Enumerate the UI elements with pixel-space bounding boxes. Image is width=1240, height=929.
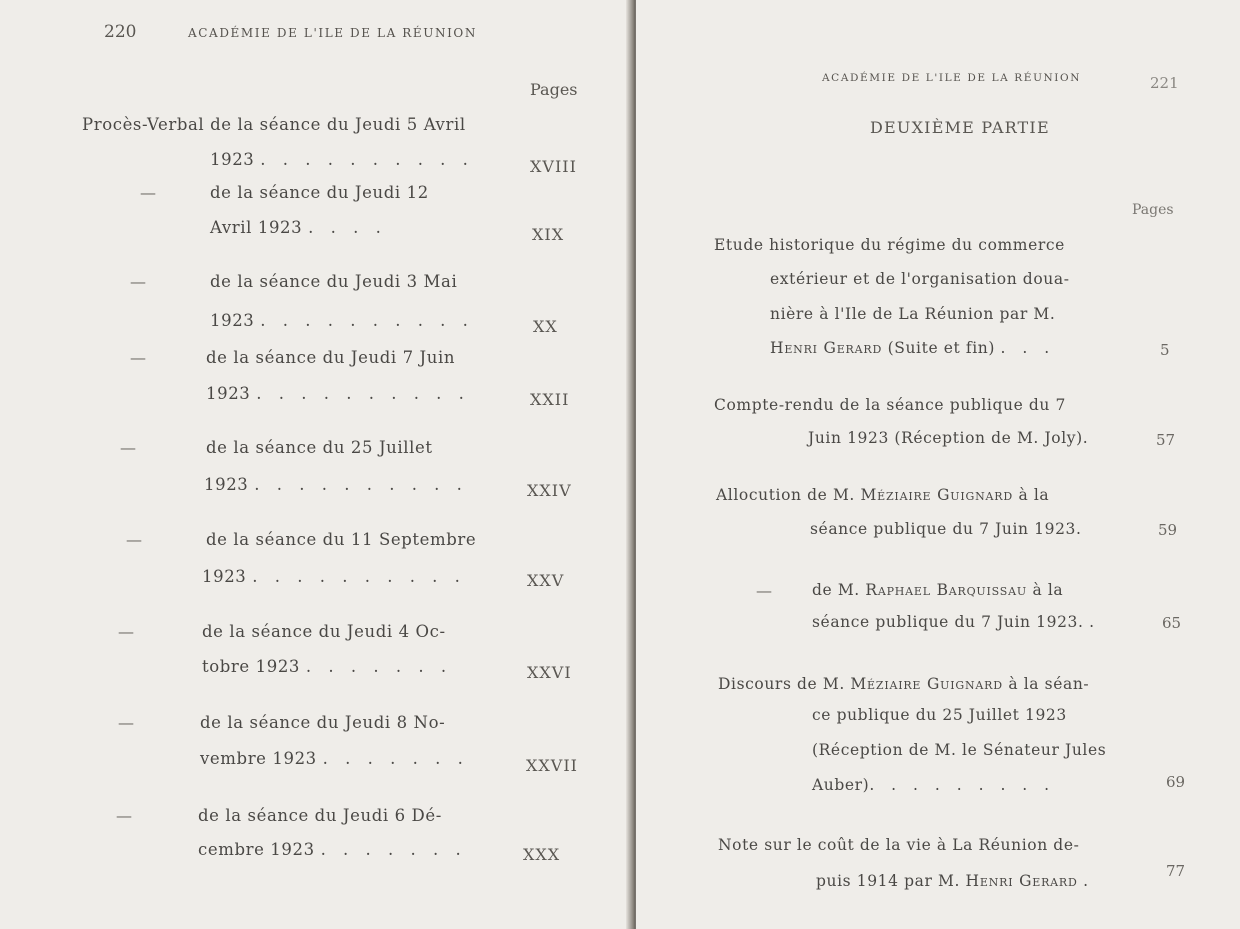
- page-reference: XXII: [530, 390, 570, 409]
- running-header-right: ACADÉMIE DE L'ILE DE LA RÉUNION: [822, 72, 1082, 84]
- entry-line: vembre 1923 . . . . . . .: [200, 749, 469, 768]
- entry-line: Procès-Verbal de la séance du Jeudi 5 Avril: [82, 115, 466, 134]
- entry-line: Allocution de M. Méziaire Guignard à la: [716, 486, 1050, 504]
- page-reference: XXX: [523, 845, 561, 864]
- entry-line: 1923 . . . . . . . . . .: [204, 475, 468, 494]
- entry-line: séance publique du 7 Juin 1923.: [810, 520, 1082, 538]
- ditto-dash: —: [130, 272, 146, 291]
- running-header-left: ACADÉMIE DE L'ILE DE LA RÉUNION: [188, 26, 477, 40]
- pages-label-right: Pages: [1132, 202, 1174, 218]
- entry-line: Etude historique du régime du commerce: [714, 236, 1065, 254]
- ditto-dash: —: [756, 581, 772, 600]
- ditto-dash: —: [120, 438, 136, 457]
- entry-line: extérieur et de l'organisation doua-: [770, 270, 1070, 288]
- entry-line: Juin 1923 (Réception de M. Joly).: [808, 429, 1089, 447]
- entry-line: Note sur le coût de la vie à La Réunion de-: [718, 836, 1080, 854]
- entry-line: de la séance du Jeudi 8 No-: [200, 713, 446, 732]
- entry-line: de la séance du Jeudi 12: [210, 183, 429, 202]
- right-page: [636, 0, 1240, 929]
- page-reference: XXVII: [526, 756, 578, 775]
- page-reference: XXIV: [527, 481, 572, 500]
- pages-label-left: Pages: [530, 80, 578, 99]
- entry-line: 1923 . . . . . . . . . .: [206, 384, 470, 403]
- entry-line: séance publique du 7 Juin 1923. .: [812, 613, 1101, 631]
- entry-line: de la séance du 25 Juillet: [206, 438, 433, 457]
- page-reference: XXV: [527, 571, 565, 590]
- page-number-left: 220: [104, 22, 137, 42]
- ditto-dash: —: [140, 183, 156, 202]
- page-reference: 5: [1160, 341, 1170, 359]
- entry-line: puis 1914 par M. Henri Gerard .: [816, 872, 1089, 890]
- entry-line: 1923 . . . . . . . . . .: [202, 567, 466, 586]
- ditto-dash: —: [126, 530, 142, 549]
- entry-line: cembre 1923 . . . . . . .: [198, 840, 467, 859]
- page-reference: 59: [1158, 521, 1178, 539]
- page-reference: 77: [1166, 862, 1186, 880]
- entry-line: Avril 1923 . . . .: [210, 218, 387, 237]
- page-reference: XIX: [532, 225, 565, 244]
- ditto-dash: —: [116, 806, 132, 825]
- entry-line: Auber). . . . . . . . .: [812, 776, 1056, 794]
- entry-line: de la séance du Jeudi 7 Juin: [206, 348, 456, 367]
- page-reference: 69: [1166, 773, 1186, 791]
- entry-line: 1923 . . . . . . . . . .: [210, 150, 474, 169]
- entry-line: de la séance du Jeudi 3 Mai: [210, 272, 458, 291]
- page-reference: 65: [1162, 614, 1182, 632]
- ditto-dash: —: [118, 622, 134, 641]
- entry-line: de la séance du 11 Septembre: [206, 530, 477, 549]
- entry-line: Compte-rendu de la séance publique du 7: [714, 396, 1066, 414]
- entry-line: de la séance du Jeudi 4 Oc-: [202, 622, 446, 641]
- page-number-right: 221: [1150, 74, 1179, 92]
- entry-line: Henri Gerard (Suite et fin) . . .: [770, 339, 1056, 357]
- page-reference: XXVI: [527, 663, 572, 682]
- entry-line: Discours de M. Méziaire Guignard à la séan-: [718, 675, 1090, 693]
- entry-line: de M. Raphael Barquissau à la: [812, 581, 1064, 599]
- entry-line: de la séance du Jeudi 6 Dé-: [198, 806, 442, 825]
- entry-line: ce publique du 25 Juillet 1923: [812, 706, 1067, 724]
- entry-line: tobre 1923 . . . . . . .: [202, 657, 453, 676]
- entry-line: nière à l'Ile de La Réunion par M.: [770, 305, 1056, 323]
- page-reference: 57: [1156, 431, 1176, 449]
- ditto-dash: —: [130, 348, 146, 367]
- page-reference: XVIII: [530, 157, 577, 176]
- page-reference: XX: [533, 317, 558, 336]
- ditto-dash: —: [118, 713, 134, 732]
- entry-line: (Réception de M. le Sénateur Jules: [812, 741, 1107, 759]
- section-title: DEUXIÈME PARTIE: [870, 118, 1050, 137]
- entry-line: 1923 . . . . . . . . . .: [210, 311, 474, 330]
